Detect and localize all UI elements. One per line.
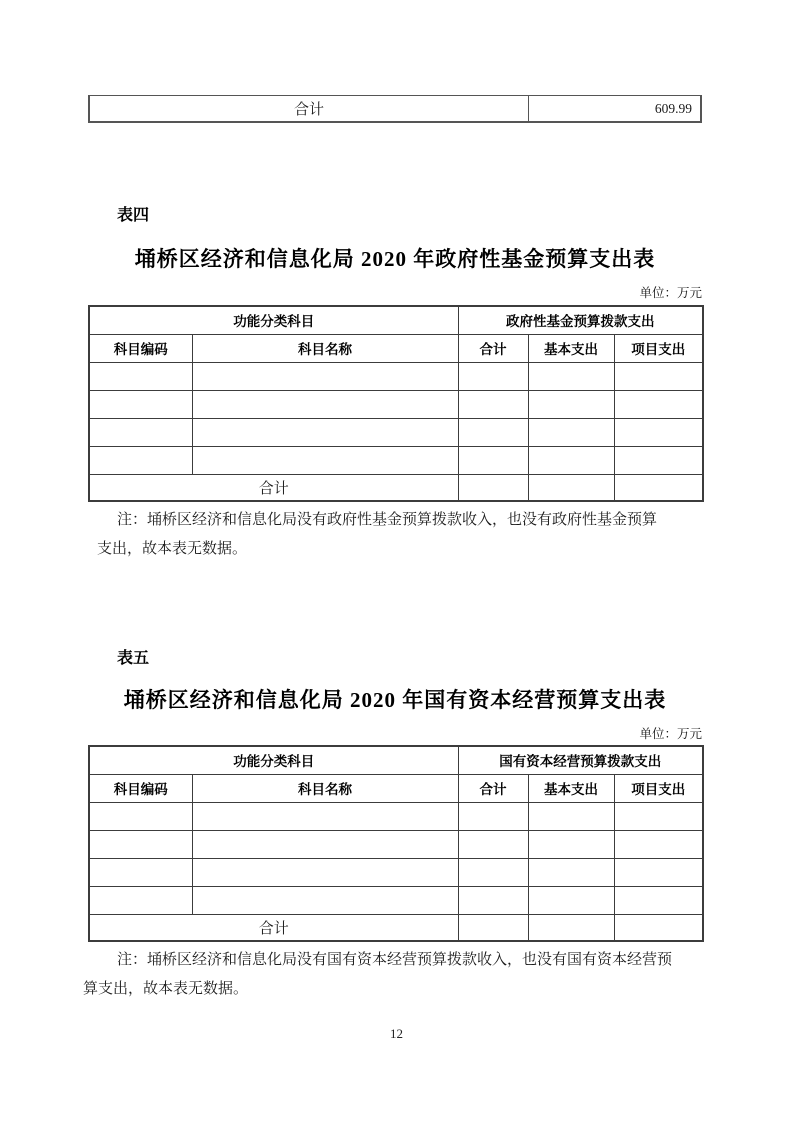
table4-header-group-row [89,306,703,334]
empty-cell [192,830,458,858]
empty-cell [528,362,614,390]
table4-title: 埇桥区经济和信息化局 2020 年政府性基金预算支出表 [134,247,656,271]
table5-total-label: 合计 [89,914,458,941]
table4-col-project-expenditure: 项目支出 [614,334,703,362]
table5-col-total: 合计 [458,774,528,802]
empty-cell [89,858,192,886]
empty-cell [458,362,528,390]
empty-cell [458,418,528,446]
empty-cell [458,830,528,858]
empty-cell [528,914,614,941]
empty-cell [89,886,192,914]
table-row [89,390,703,418]
empty-cell [614,362,703,390]
empty-cell [614,914,703,941]
empty-cell [458,802,528,830]
empty-cell [528,830,614,858]
empty-cell [89,802,192,830]
section-tag-table5: 表五 [117,650,150,667]
table5-col-basic-expenditure: 基本支出 [528,774,614,802]
table-row [89,802,703,830]
section-tag-table4: 表四 [117,207,150,224]
empty-cell [458,914,528,941]
table5-note-line1: 注：埇桥区经济和信息化局没有国有资本经营预算拨款收入，也没有国有资本经营预 [117,952,673,968]
table5-title: 埇桥区经济和信息化局 2020 年国有资本经营预算支出表 [123,688,667,712]
table5-col-project-expenditure: 项目支出 [614,774,703,802]
empty-cell [192,390,458,418]
empty-cell [192,802,458,830]
table4-note-line1: 注：埇桥区经济和信息化局没有政府性基金预算拨款收入，也没有政府性基金预算 [117,512,658,528]
table4-header-row [89,334,703,362]
empty-cell [192,362,458,390]
previous-table-total-row [88,95,702,123]
empty-cell [458,390,528,418]
table4-col-subject-name: 科目名称 [192,334,458,362]
empty-cell [458,474,528,501]
table5-note-line2: 算支出，故本表无数据。 [83,981,249,997]
empty-cell [89,830,192,858]
table4-col-basic-expenditure: 基本支出 [528,334,614,362]
empty-cell [192,886,458,914]
table4-header-expenditure-group: 政府性基金预算拨款支出 [458,306,703,334]
empty-cell [192,418,458,446]
table5-header-row [89,774,703,802]
empty-cell [458,886,528,914]
table5-note [83,946,672,1004]
table4-note-line2: 支出，故本表无数据。 [97,541,248,557]
total-value-cell: 609.99 [654,100,692,116]
table-row [89,446,703,474]
empty-cell [614,474,703,501]
table4-total-row [89,474,703,501]
table4-note [97,506,657,564]
table-row [89,362,703,390]
empty-cell [614,886,703,914]
table5-header-expenditure-group: 国有资本经营预算拨款支出 [458,746,703,774]
table4-header-function-group: 功能分类科目 [89,306,458,334]
table4-total-label: 合计 [89,474,458,501]
table4-government-fund-budget [88,305,704,502]
table5-header-function-group: 功能分类科目 [89,746,458,774]
table-row [89,858,703,886]
empty-cell [528,886,614,914]
empty-cell [528,858,614,886]
empty-cell [528,446,614,474]
empty-cell [89,362,192,390]
total-label-cell: 合计 [90,96,529,121]
table5-col-subject-name: 科目名称 [192,774,458,802]
empty-cell [192,446,458,474]
table4-col-subject-code: 科目编码 [89,334,192,362]
table-row [89,830,703,858]
empty-cell [614,858,703,886]
page-number: 12 [390,1026,403,1041]
empty-cell [614,446,703,474]
table4-unit-label: 单位：万元 [639,286,702,300]
table5-total-row [89,914,703,941]
table5-col-subject-code: 科目编码 [89,774,192,802]
table4-col-total: 合计 [458,334,528,362]
empty-cell [614,418,703,446]
empty-cell [89,390,192,418]
empty-cell [89,446,192,474]
empty-cell [192,858,458,886]
empty-cell [528,474,614,501]
empty-cell [528,418,614,446]
table-row [89,886,703,914]
empty-cell [89,418,192,446]
table5-header-group-row [89,746,703,774]
empty-cell [614,802,703,830]
table5-unit-label: 单位：万元 [639,727,702,741]
empty-cell [458,858,528,886]
empty-cell [614,390,703,418]
empty-cell [528,390,614,418]
table-row [89,418,703,446]
empty-cell [528,802,614,830]
empty-cell [458,446,528,474]
empty-cell [614,830,703,858]
table5-state-capital-budget [88,745,704,942]
